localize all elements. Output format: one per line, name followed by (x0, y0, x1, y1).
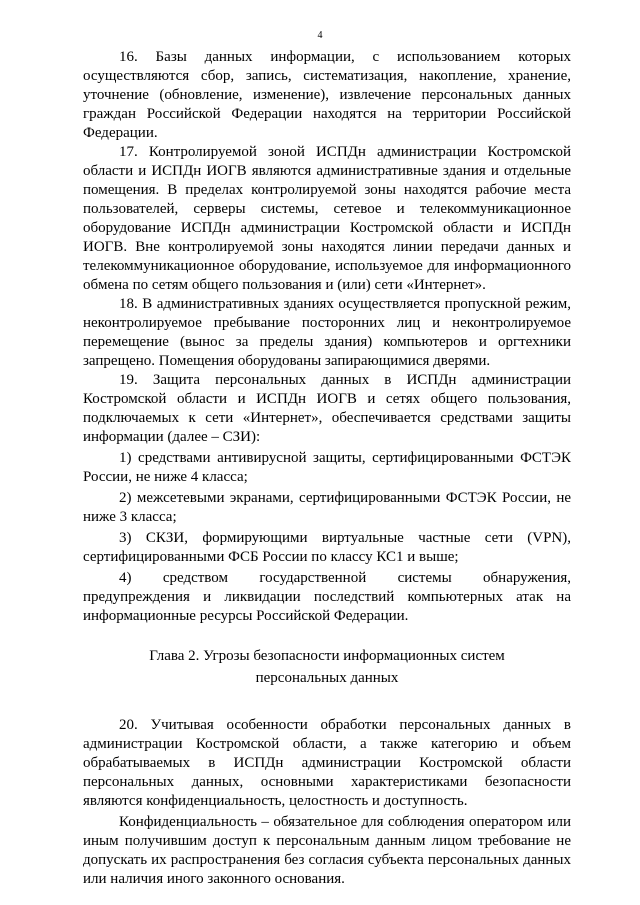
document-body (83, 48, 571, 889)
chapter-heading (83, 645, 571, 689)
list-item-4: 4) средством государственной системы обнаружения, предупреждения и ликвидации последствий компьютерных атак на информационные ресурсы Российской Федерации. (83, 570, 571, 624)
paragraph-confidentiality: Конфиденциальность – обязательное для соблюдения оператором или иным получившим доступ к персональным данным лицом требование не допускать их распространения без согласия субъекта персональных данных или наличия иного законного основания. (83, 814, 571, 887)
chapter-heading-line-2: персональных данных (255, 670, 399, 686)
page-number: 4 (317, 30, 323, 41)
paragraph-16: 16. Базы данных информации, с использованием которых осуществляются сбор, запись, систематизация, накопление, хранение, уточнение (обновление, изменение), извлечение персональных данных граждан Российской Федерации находятся на территории Российской Федерации. (83, 49, 571, 141)
section-spacer (83, 689, 571, 716)
paragraph-17: 17. Контролируемой зоной ИСПДн администрации Костромской области и ИСПДн ИОГВ являются административные здания и отдельные помещения. В пределах контролируемой зоны находятся рабочие места пользователей, серверы системы, сетевое и телекоммуникационное оборудование ИСПДн администрации Костромской области и ИСПДн ИОГВ. Вне контролируемой зоны находятся линии передачи данных и телекоммуникационное оборудование, используемое для информационного обмена по сетям общего пользования и (или) сети «Интернет». (83, 144, 571, 293)
paragraph-18: 18. В административных зданиях осуществляется пропускной режим, неконтролируемое пребывание посторонних лиц и неконтролируемое перемещение (вынос за пределы здания) компьютеров и оргтехники запрещено. Помещения оборудованы запирающимися дверями. (83, 296, 571, 369)
paragraph-20: 20. Учитывая особенности обработки персональных данных в администрации Костромской области, а также категорию и объем обрабатываемых в ИСПДн администрации Костромской области персональных данных, основными характеристиками безопасности являются конфиденциальность, целостность и доступность. (83, 717, 571, 809)
list-item-1: 1) средствами антивирусной защиты, сертифицированными ФСТЭК России, не ниже 4 класса; (83, 450, 571, 485)
paragraph-19: 19. Защита персональных данных в ИСПДн администрации Костромской области и ИСПДн ИОГВ и сетях общего пользования, подключаемых к сети «Интернет», обеспечивается средствами защиты информации (далее – СЗИ): (83, 372, 571, 445)
chapter-heading-line-1: Глава 2. Угрозы безопасности информационных систем (149, 648, 505, 664)
list-item-2: 2) межсетевыми экранами, сертифицированными ФСТЭК России, не ниже 3 класса; (83, 490, 571, 525)
list-item-3: 3) СКЗИ, формирующими виртуальные частные сети (VPN), сертифицированными ФСБ России по классу КС1 и выше; (83, 530, 571, 565)
